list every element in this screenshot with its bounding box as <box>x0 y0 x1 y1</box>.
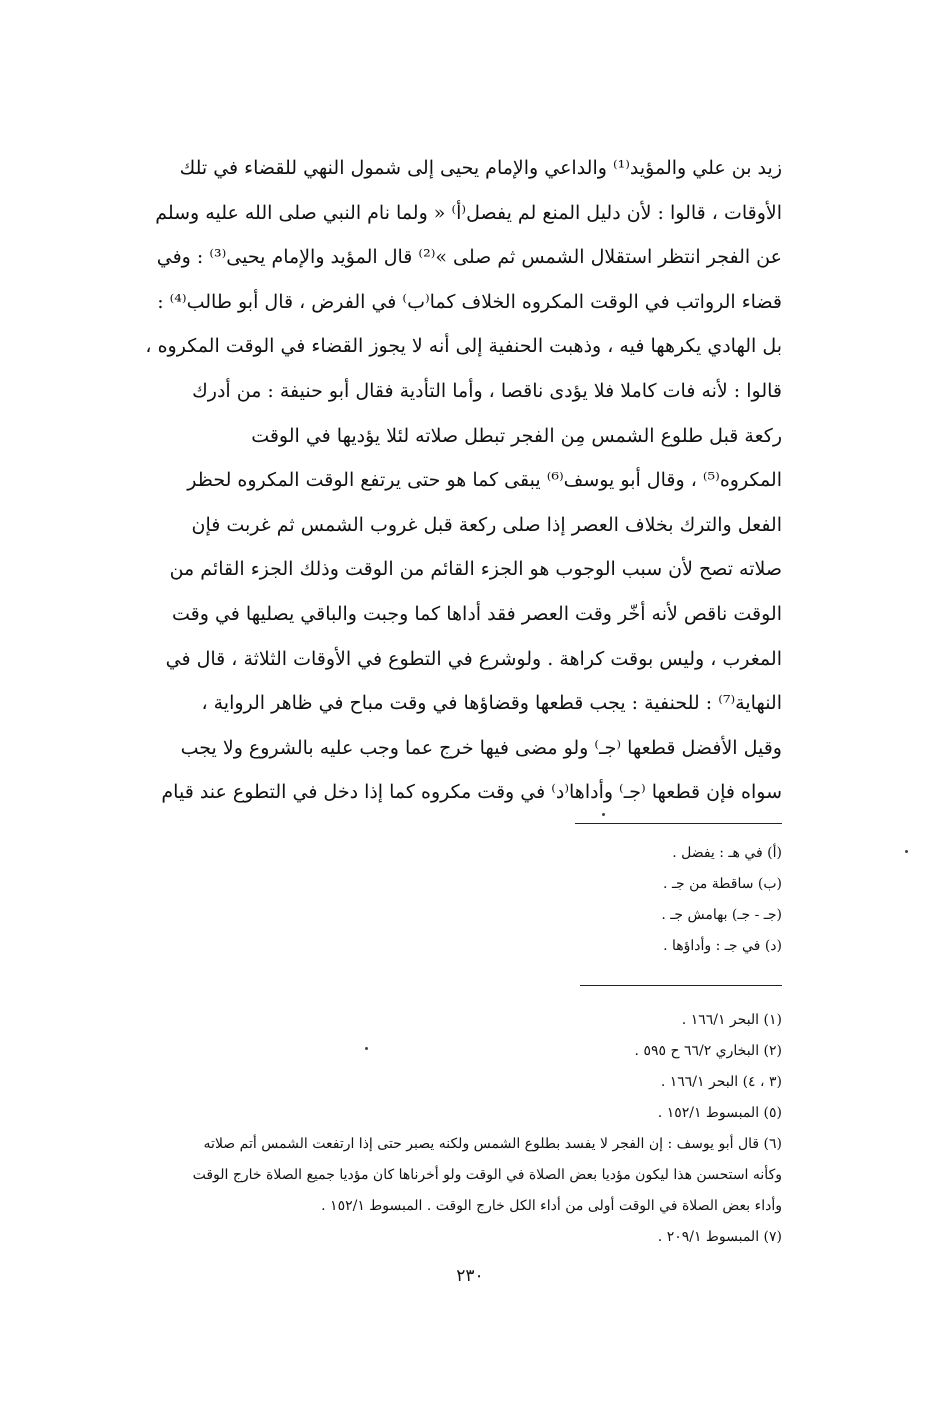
main-text-line: المكروه⁽⁵⁾ ، وقال أبو يوسف⁽⁶⁾ يبقى كما هو حتى يرتفع الوقت المكروه لحظر <box>187 469 782 492</box>
main-text-line: سواه فإن قطعها ⁽جـ⁾ وأداها⁽د⁾ في وقت مكروه كما إذا دخل في التطوع عند قيام <box>161 781 782 804</box>
variant-footnote: (أ) في هـ : يفضل . <box>672 845 782 861</box>
main-text-line: الأوقات ، قالوا : لأن دليل المنع لم يفصل⁽أ⁾ « ولما نام النبي صلى الله عليه وسلم <box>155 201 782 224</box>
main-text-line: وقيل الأفضل قطعها ⁽جـ⁾ ولو مضى فيها خرج عما وجب عليه بالشروع ولا يجب <box>180 736 782 759</box>
footnote-divider-variants <box>575 823 782 824</box>
variant-footnote: (جـ - جـ) بهامش جـ . <box>661 907 782 923</box>
source-footnote: (٢) البخاري ٦٦/٢ ح ٥٩٥ . <box>634 1043 782 1059</box>
scan-speck <box>365 1047 368 1050</box>
source-footnote: (٧) المبسوط ٢٠٩/١ . <box>657 1229 782 1245</box>
source-footnotes <box>102 1005 782 1253</box>
source-footnote: (١) البحر ١٦٦/١ . <box>681 1012 782 1028</box>
main-text-line: قالوا : لأنه فات كاملا فلا يؤدى ناقصا ، وأما التأدية فقال أبو حنيفة : من أدرك <box>192 379 782 402</box>
variant-footnote: (د) في جـ : وأداؤها . <box>663 938 782 954</box>
page-number: ٢٣٠ <box>456 1266 484 1286</box>
main-text-line: ركعة قبل طلوع الشمس مِن الفجر تبطل صلاته لئلا يؤديها في الوقت <box>251 424 782 447</box>
main-text-line: الوقت ناقص لأنه أخّر وقت العصر فقد أداها كما وجبت والباقي يصليها في وقت <box>172 602 782 625</box>
main-text-line: زيد بن علي والمؤيد⁽¹⁾ والداعي والإمام يحيى إلى شمول النهي للقضاء في تلك <box>179 157 782 179</box>
source-footnote: وأداء بعض الصلاة في الوقت أولى من أداء الكل خارج الوقت . المبسوط ١٥٢/١ . <box>321 1198 782 1214</box>
source-footnote: وكأنه استحسن هذا ليكون مؤديا بعض الصلاة في الوقت ولو أخرناها كان مؤديا جميع الصلاة خارج الوقت <box>192 1167 782 1183</box>
scan-speck <box>905 850 908 853</box>
main-text-line: المغرب ، وليس بوقت كراهة . ولوشرع في التطوع في الأوقات الثلاثة ، قال في <box>165 647 782 670</box>
variant-footnote: (ب) ساقطة من جـ . <box>663 876 782 892</box>
source-footnote: (٦) قال أبو يوسف : إن الفجر لا يفسد بطلوع الشمس ولكنه يصبر حتى إذا ارتفعت الشمس أتم صلاته <box>203 1136 782 1152</box>
main-text-line: بل الهادي يكرهها فيه ، وذهبت الحنفية إلى أنه لا يجوز القضاء في الوقت المكروه ، <box>145 335 782 358</box>
scan-speck <box>602 813 605 816</box>
variant-footnotes <box>522 838 782 962</box>
source-footnote: (٣ ، ٤) البحر ١٦٦/١ . <box>660 1074 782 1090</box>
main-text-line: صلاته تصح لأن سبب الوجوب هو الجزء القائم من الوقت وذلك الجزء القائم من <box>169 558 782 581</box>
main-text-line: قضاء الرواتب في الوقت المكروه الخلاف كما⁽ب⁾ في الفرض ، قال أبو طالب⁽⁴⁾ : <box>157 290 782 313</box>
main-text-line: النهاية⁽⁷⁾ : للحنفية : يجب قطعها وقضاؤها في وقت مباح في ظاهر الرواية ، <box>201 692 782 715</box>
main-text-line: عن الفجر انتظر استقلال الشمس ثم صلى »⁽²⁾ قال المؤيد والإمام يحيى⁽³⁾ : وفي <box>156 246 782 269</box>
footnote-divider-sources <box>580 985 782 986</box>
source-footnote: (٥) المبسوط ١٥٢/١ . <box>657 1105 782 1121</box>
main-text-block <box>112 146 782 815</box>
main-text-line: الفعل والترك بخلاف العصر إذا صلى ركعة قبل غروب الشمس ثم غربت فإن <box>191 513 782 536</box>
